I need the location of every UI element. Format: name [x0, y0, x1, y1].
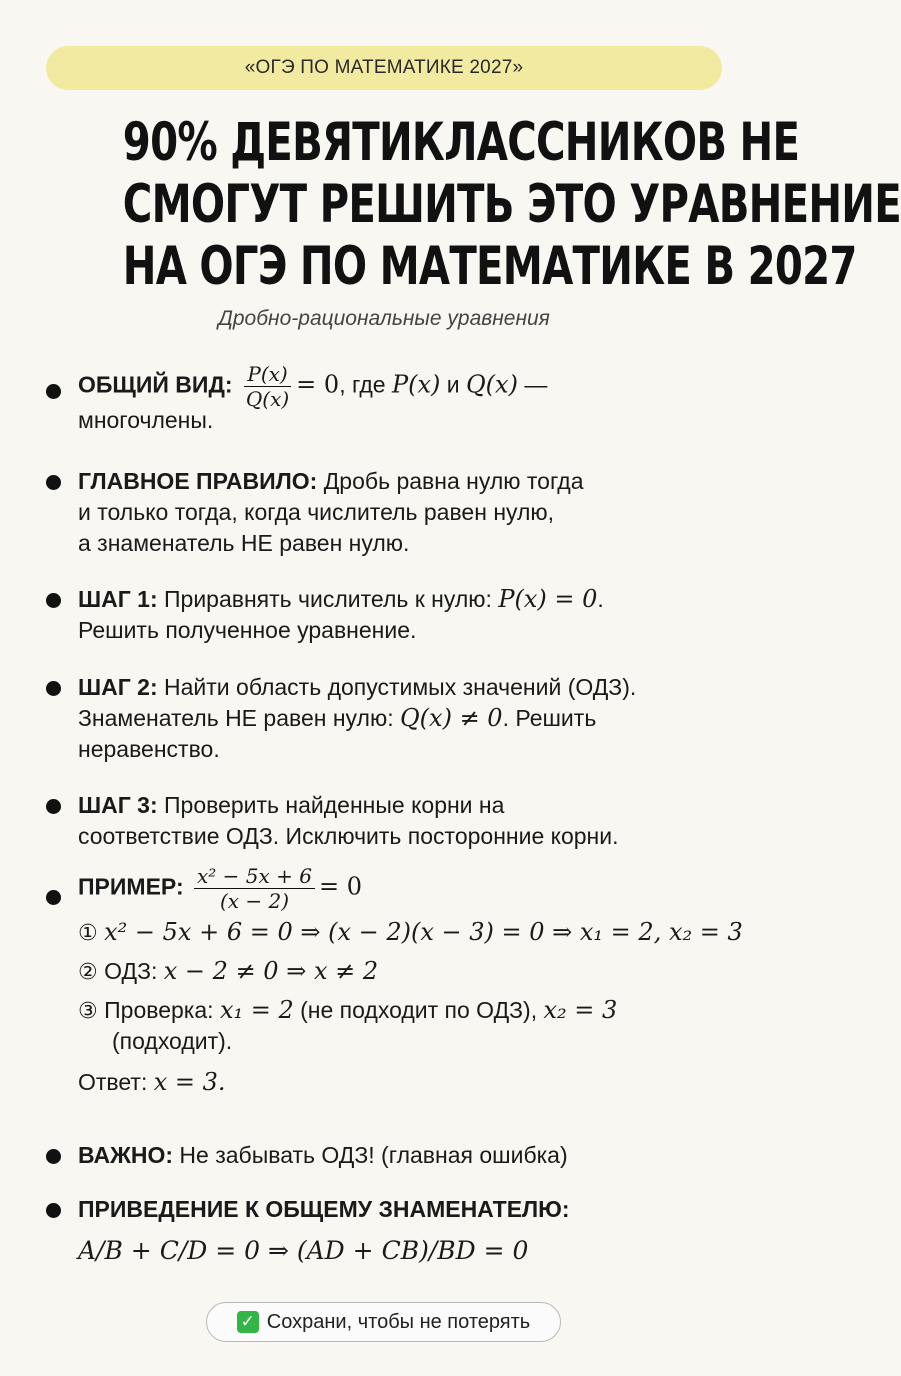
- step1-line-2: Решить полученное уравнение.: [78, 617, 417, 643]
- example-fraction-denominator: (x − 2): [219, 889, 290, 913]
- bullet-dot-icon: [46, 593, 61, 608]
- step1-math: P(x) = 0: [498, 585, 598, 613]
- example-step-2-text: ОДЗ:: [104, 958, 158, 984]
- example-step-3-math-1: x₁ = 2: [219, 996, 294, 1024]
- general-text-polynomials: многочлены.: [78, 407, 214, 433]
- example-step-2-math: x − 2 ≠ 0 ⇒ x ≠ 2: [163, 957, 379, 985]
- general-text-where: , где: [339, 371, 386, 398]
- step2-text-1: Найти область допустимых значений (ОДЗ).: [164, 674, 637, 700]
- step1-label: ШАГ 1:: [78, 586, 158, 612]
- example-step-3-text-1: Проверка:: [104, 997, 214, 1023]
- step1-text: Приравнять числитель к нулю:: [164, 586, 492, 612]
- rule-line-2: и только тогда, когда числитель равен нулю,: [78, 499, 555, 525]
- bullet-dot-icon: [46, 475, 61, 490]
- common-math: A/B + C/D = 0 ⇒ (AD + CB)/BD = 0: [78, 1236, 529, 1265]
- step-3-circle-icon: ③: [78, 998, 98, 1023]
- general-dash: —: [524, 371, 548, 398]
- general-px: P(x): [391, 370, 441, 399]
- step3-label: ШАГ 3:: [78, 792, 158, 818]
- rule-label: ГЛАВНОЕ ПРАВИЛО:: [78, 468, 318, 494]
- headline-line-1: 90% ДЕВЯТИКЛАССНИКОВ НЕ: [122, 112, 800, 173]
- common-label: ПРИВЕДЕНИЕ К ОБЩЕМУ ЗНАМЕНАТЕЛЮ:: [78, 1196, 570, 1222]
- subtitle: Дробно-рациональные уравнения: [218, 307, 550, 330]
- general-eq: = 0: [296, 370, 340, 399]
- answer-math: x = 3.: [153, 1068, 226, 1096]
- example-step-1-math: x² − 5x + 6 = 0 ⇒ (x − 2)(x − 3) = 0 ⇒ x₁ = 2, x₂ = 3: [104, 918, 743, 946]
- general-label: ОБЩИЙ ВИД:: [78, 371, 233, 398]
- headline-line-2: СМОГУТ РЕШИТЬ ЭТО УРАВНЕНИЕ: [122, 174, 901, 235]
- bullet-dot-icon: [46, 681, 61, 696]
- step1-period: .: [597, 586, 604, 612]
- general-fraction-numerator: P(x): [244, 362, 290, 387]
- general-fraction: [243, 362, 292, 411]
- headline-line-3: НА ОГЭ ПО МАТЕМАТИКЕ В 2027: [122, 236, 857, 297]
- step2-line-3: неравенство.: [78, 736, 220, 762]
- step2-text-3: . Решить: [502, 705, 597, 731]
- rule-line-1: Дробь равна нулю тогда: [323, 468, 584, 494]
- rule-line-3: а знаменатель НЕ равен нулю.: [78, 530, 410, 556]
- important-label: ВАЖНО:: [78, 1142, 174, 1168]
- example-label: ПРИМЕР:: [78, 873, 184, 900]
- save-button[interactable]: [206, 1302, 561, 1342]
- step2-label: ШАГ 2:: [78, 674, 158, 700]
- category-pill-label: «ОГЭ ПО МАТЕМАТИКЕ 2027»: [244, 57, 524, 78]
- step2-text-2: Знаменатель НЕ равен нулю:: [78, 705, 394, 731]
- bullet-dot-icon: [46, 890, 61, 905]
- bullet-dot-icon: [46, 1149, 61, 1164]
- step-1-circle-icon: ①: [78, 920, 98, 945]
- headline: [40, 112, 901, 298]
- bullet-dot-icon: [46, 1203, 61, 1218]
- example-fraction: [194, 864, 315, 913]
- step2-math: Q(x) ≠ 0: [400, 704, 503, 732]
- general-and: и: [446, 371, 460, 398]
- step3-line-2: соответствие ОДЗ. Исключить посторонние корни.: [78, 823, 619, 849]
- bullet-dot-icon: [46, 384, 61, 399]
- category-pill: [46, 46, 722, 90]
- example-fraction-numerator: x² − 5x + 6: [194, 864, 315, 889]
- save-button-label: Сохрани, чтобы не потерять: [266, 1310, 531, 1333]
- step3-text-1: Проверить найденные корни на: [164, 792, 505, 818]
- bullet-dot-icon: [46, 799, 61, 814]
- example-step-3-text-3: (подходит).: [112, 1028, 233, 1054]
- example-step-3-text-2: (не подходит по ОДЗ),: [300, 997, 538, 1023]
- important-text: Не забывать ОДЗ! (главная ошибка): [179, 1142, 568, 1168]
- general-qx: Q(x): [466, 370, 518, 399]
- step-2-circle-icon: ②: [78, 959, 98, 984]
- answer-label: Ответ:: [78, 1069, 148, 1095]
- example-eq: = 0: [318, 872, 362, 901]
- checkmark-icon: ✓: [237, 1311, 259, 1333]
- general-fraction-denominator: Q(x): [245, 387, 290, 411]
- example-step-3-math-2: x₂ = 3: [543, 996, 618, 1024]
